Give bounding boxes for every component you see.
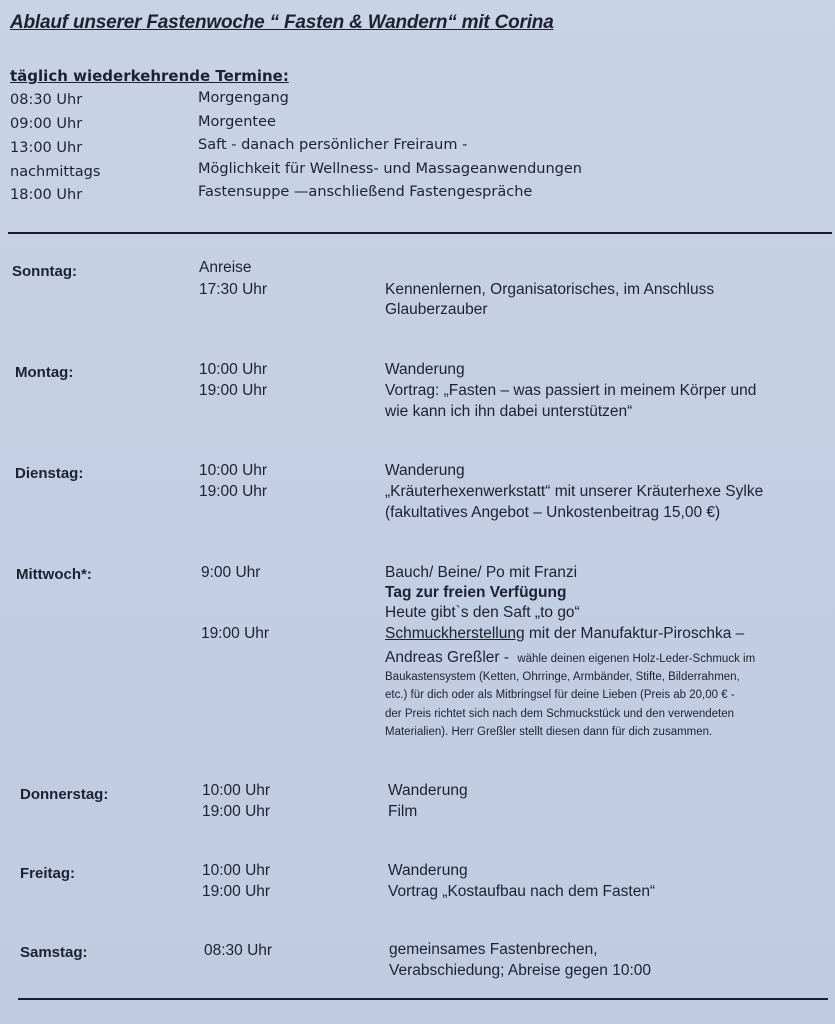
desc-sonntag-1: Kennenlernen, Organisatorisches, im Anschluss: [385, 281, 715, 298]
day-label-freitag: Freitag:: [20, 865, 76, 882]
time-mittwoch-1: 9:00 Uhr: [201, 564, 261, 581]
desc-freitag-2: Vortrag „Kostaufbau nach dem Fasten“: [388, 883, 656, 900]
details-line: der Preis richtet sich nach dem Schmuckstück und den verwendeten: [385, 708, 735, 720]
daily-heading: täglich wiederkehrende Termine:: [10, 67, 289, 85]
time-donnerstag-2: 19:00 Uhr: [202, 803, 271, 820]
free-day-note: Tag zur freien Verfügung: [385, 584, 567, 601]
desc-dienstag-2: „Kräuterhexenwerkstatt“ mit unserer Kräuterhexe Sylke: [385, 483, 764, 500]
host-name: Andreas Greßler -: [385, 649, 514, 666]
desc-dienstag-1: Wanderung: [385, 462, 465, 479]
day-label-samstag: Samstag:: [20, 944, 88, 961]
time-donnerstag-1: 10:00 Uhr: [202, 782, 271, 799]
host-line: [385, 649, 755, 667]
desc-donnerstag-2: Film: [388, 803, 418, 820]
desc-samstag-1: gemeinsames Fastenbrechen,: [389, 941, 598, 958]
daily-time: 18:00 Uhr: [10, 187, 83, 203]
details-line: Materialien). Herr Greßler stellt diesen dann für dich zusammen.: [385, 726, 713, 738]
desc-montag-2: Vortrag: „Fasten – was passiert in meinem Körper und: [385, 382, 757, 399]
time-freitag-1: 10:00 Uhr: [202, 862, 271, 879]
arrival-label: Anreise: [199, 259, 252, 276]
desc-dienstag-3: (fakultatives Angebot – Unkostenbeitrag 15,00 €): [385, 504, 721, 521]
desc-montag-3: wie kann ich ihn dabei unterstützen“: [385, 403, 633, 420]
details-line: Baukastensystem (Ketten, Ohrringe, Armbänder, Stifte, Bilderrahmen,: [385, 671, 740, 683]
daily-text: Fastensuppe —anschließend Fastengespräche: [198, 184, 533, 200]
time-dienstag-2: 19:00 Uhr: [199, 483, 268, 500]
day-label-donnerstag: Donnerstag:: [20, 786, 109, 803]
divider: [8, 232, 832, 234]
juice-note: Heute gibt`s den Saft „to go“: [385, 604, 580, 621]
time-montag-2: 19:00 Uhr: [199, 382, 268, 399]
day-label-montag: Montag:: [15, 364, 74, 381]
time-freitag-2: 19:00 Uhr: [202, 883, 271, 900]
day-label-sonntag: Sonntag:: [12, 263, 77, 280]
desc-sonntag-2: Glauberzauber: [385, 301, 488, 318]
desc-donnerstag-1: Wanderung: [388, 782, 468, 799]
time-dienstag-1: 10:00 Uhr: [199, 462, 268, 479]
daily-time: 13:00 Uhr: [10, 140, 83, 156]
time-mittwoch-2: 19:00 Uhr: [201, 625, 270, 642]
divider: [18, 998, 828, 1000]
daily-text: Möglichkeit für Wellness- und Massageanwendungen: [198, 161, 582, 177]
day-label-mittwoch: Mittwoch*:: [16, 566, 92, 583]
desc-freitag-1: Wanderung: [388, 862, 468, 879]
daily-text: Morgentee: [198, 114, 276, 130]
workshop-line: [385, 625, 744, 643]
desc-samstag-2: Verabschiedung; Abreise gegen 10:00: [389, 962, 651, 979]
desc-mittwoch-1: Bauch/ Beine/ Po mit Franzi: [385, 564, 578, 581]
page-title: Ablauf unserer Fastenwoche “ Fasten & Wandern“ mit Corina: [10, 12, 554, 33]
time-montag-1: 10:00 Uhr: [199, 361, 268, 378]
details-first: wähle deinen eigenen Holz-Leder-Schmuck im: [517, 653, 756, 665]
time-sonntag-1: 17:30 Uhr: [199, 281, 268, 298]
workshop-rest: mit der Manufaktur-Piroschka –: [524, 625, 745, 642]
desc-montag-1: Wanderung: [385, 361, 465, 378]
daily-text: Morgengang: [198, 90, 289, 106]
day-label-dienstag: Dienstag:: [15, 465, 84, 482]
time-samstag-1: 08:30 Uhr: [204, 942, 273, 959]
daily-time: nachmittags: [10, 164, 101, 180]
details-line: etc.) für dich oder als Mitbringsel für deine Lieben (Preis ab 20,00 € -: [385, 689, 735, 701]
daily-time: 09:00 Uhr: [10, 116, 83, 132]
daily-text: Saft - danach persönlicher Freiraum -: [198, 137, 468, 153]
daily-time: 08:30 Uhr: [10, 92, 83, 108]
workshop-title: Schmuckherstellung: [385, 625, 525, 642]
